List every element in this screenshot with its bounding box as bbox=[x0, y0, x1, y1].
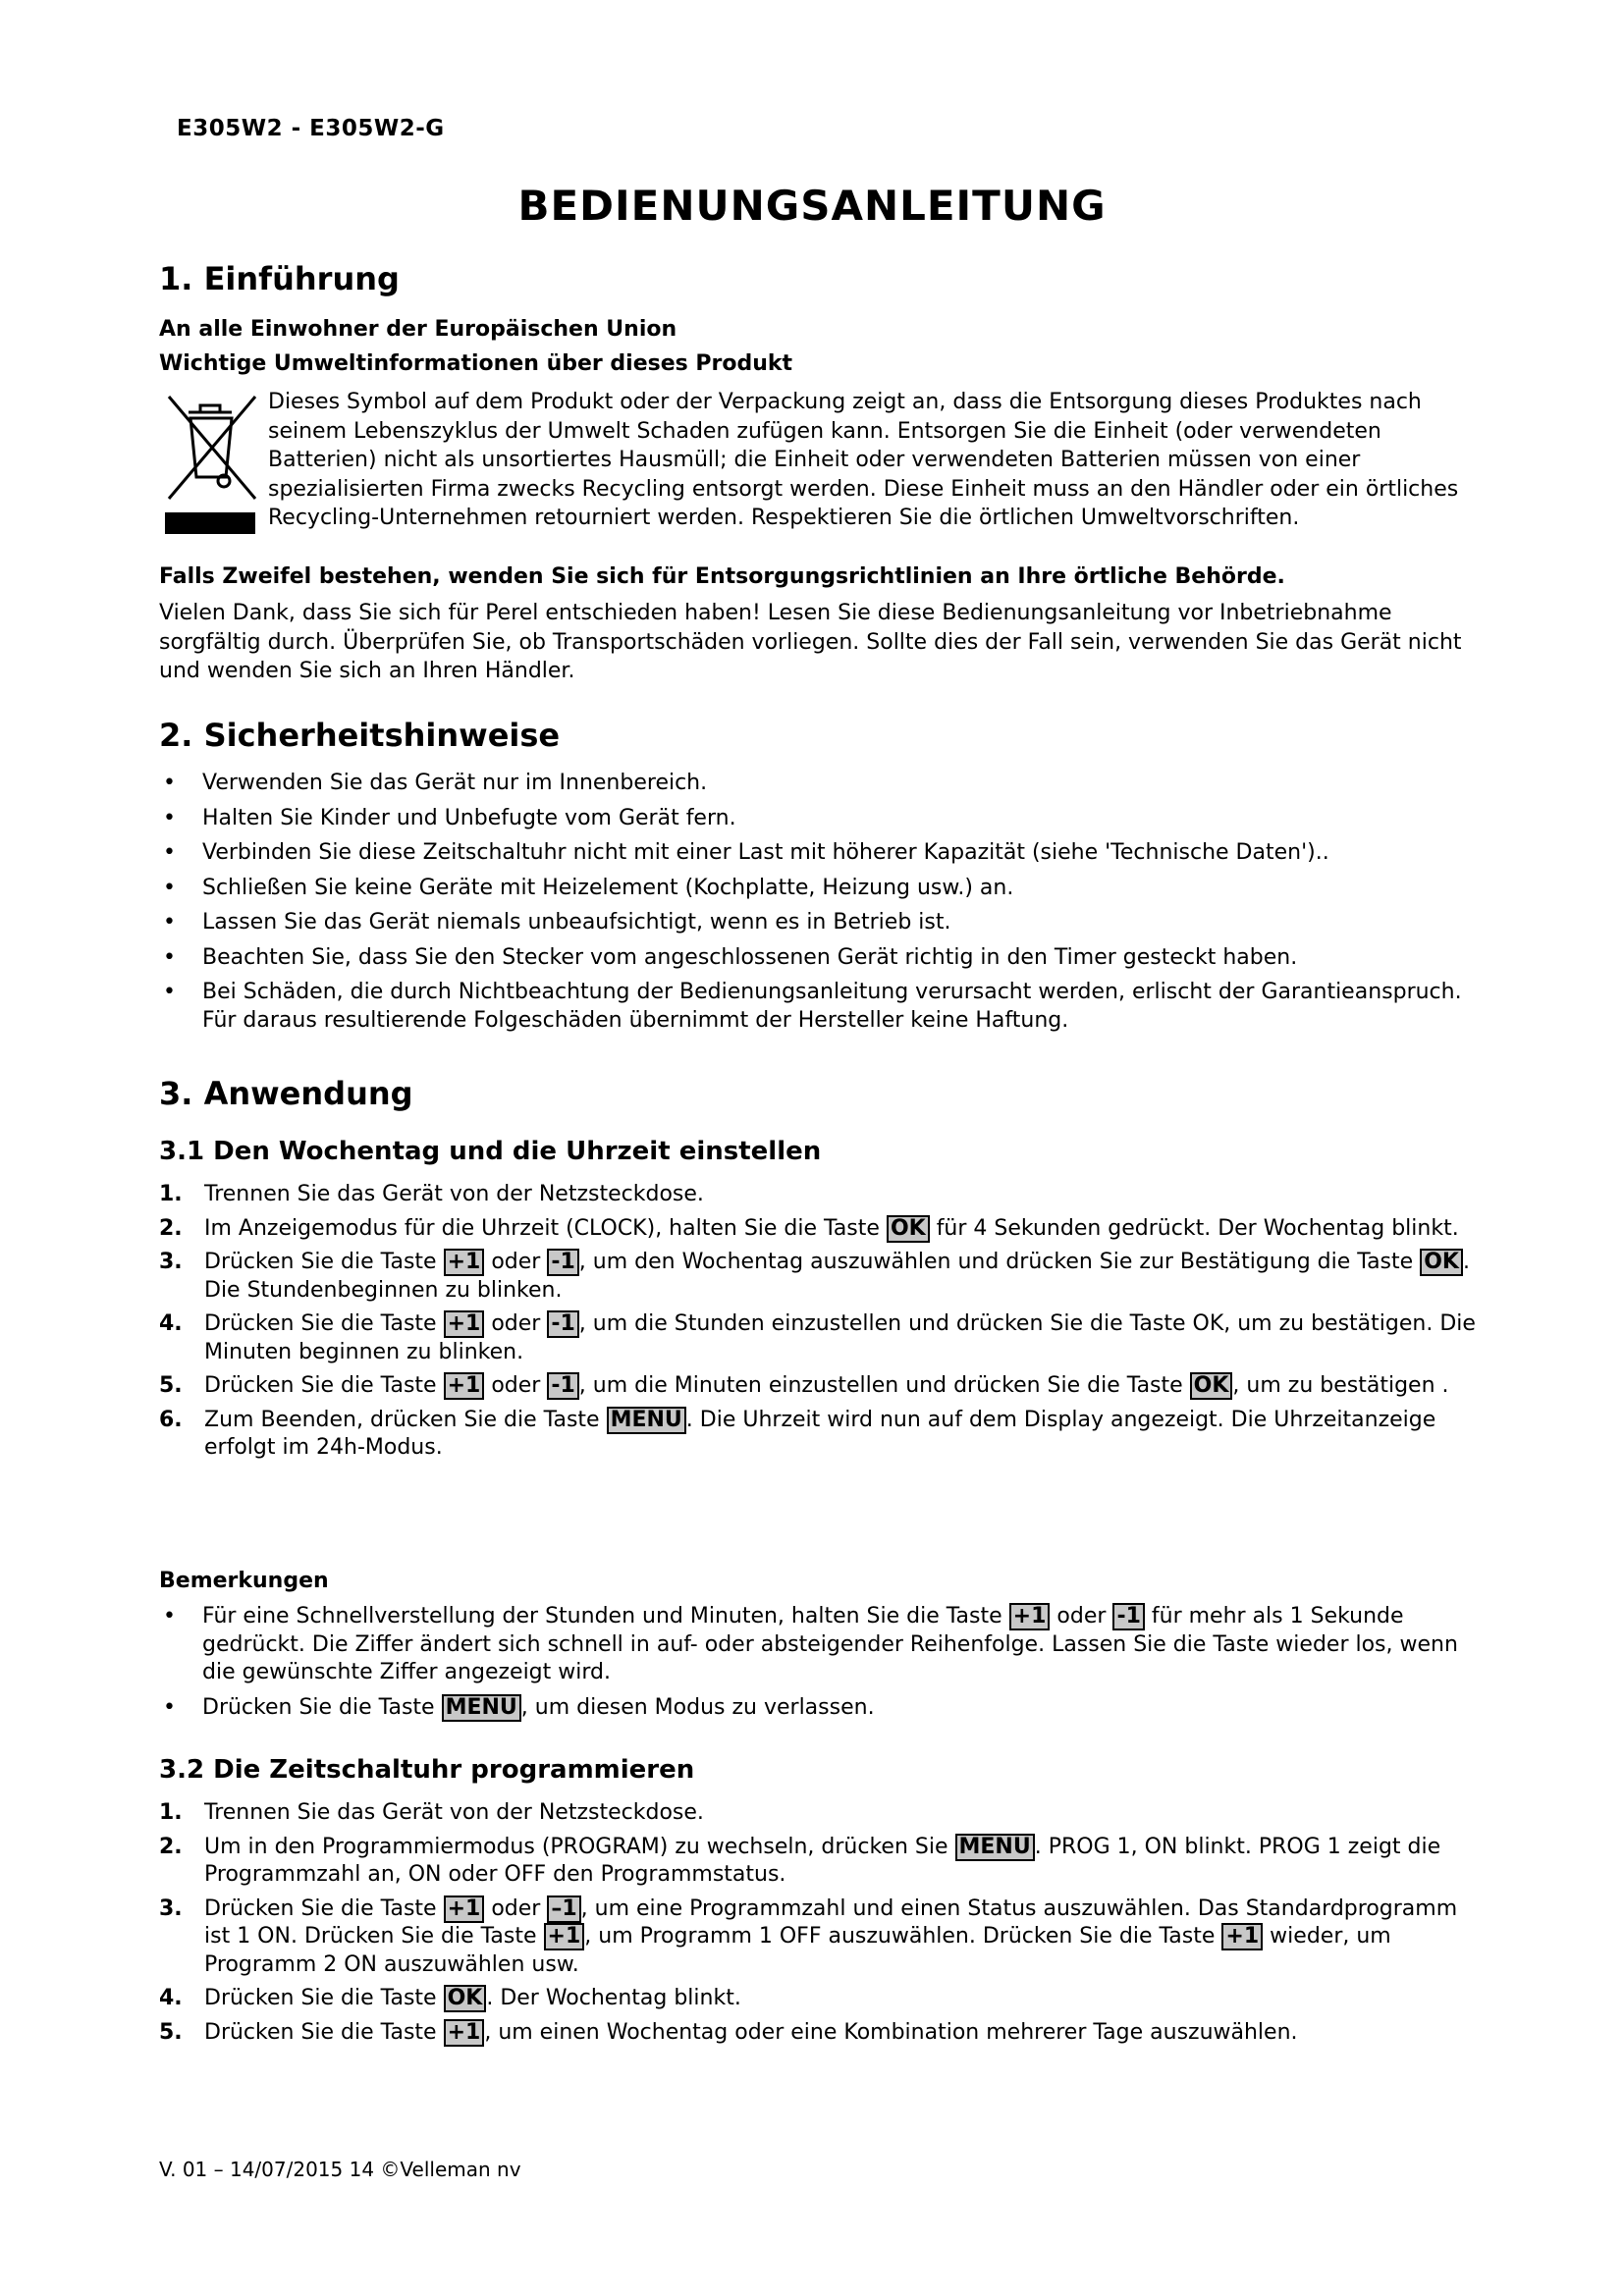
section-3-2-heading: 3.2 Die Zeitschaltuhr programmieren bbox=[159, 1755, 695, 1785]
section-2-heading: 2. Sicherheitshinweise bbox=[159, 717, 561, 754]
program-steps bbox=[159, 1799, 1485, 2047]
list-item: • Schließen Sie keine Geräte mit Heizelement (Kochplatte, Heizung usw.) an. bbox=[163, 875, 1014, 900]
document-title: BEDIENUNGSANLEITUNG bbox=[517, 182, 1107, 230]
ok-key: OK bbox=[444, 1985, 487, 2012]
list-item: • Verwenden Sie das Gerät nur im Innenbereich. bbox=[163, 771, 708, 795]
list-item: • Halten Sie Kinder und Unbefugte vom Gerät fern. bbox=[163, 805, 736, 830]
step-item: 4. Drücken Sie die Taste +1 oder -1 , um die Stunden einzustellen und drücken Sie die Taste OK, um zu bestätigen. Die Minuten beginnen zu blinken. bbox=[159, 1311, 1476, 1364]
minus-one-key: -1 bbox=[547, 1249, 578, 1276]
disposal-doubt-text: Falls Zweifel bestehen, wenden Sie sich für Entsorgungsrichtlinien an Ihre örtliche Behörde. bbox=[159, 564, 1285, 589]
minus-one-key: –1 bbox=[547, 1896, 580, 1923]
environment-text: Dieses Symbol auf dem Produkt oder der Verpackung zeigt an, dass die Entsorgung dieses Produktes nach seinem Lebenszyklus der Umwelt Schaden zufügen kann. Entsorgen Sie die Einheit (oder verwendeten Batterien) nicht als unsortiertes Hausmüll; die Einheit oder verwendeten Batterien müssen von einer spezialisierten Firma zwecks Recycling entsorgt werden. Diese Einheit muss an den Händler oder ein örtliches Recycling-Unternehmen retourniert werden. Respektieren Sie die örtlichen Umweltvorschriften. bbox=[268, 390, 1459, 530]
list-item: • Bei Schäden, die durch Nichtbeachtung der Bedienungsanleitung verursacht werden, erlischt der Garantieanspruch. Für daraus resultierende Folgeschäden übernimmt der Hersteller keine Haftung. bbox=[163, 980, 1462, 1033]
step-item: 2. Um in den Programmiermodus (PROGRAM) zu wechseln, drücken Sie MENU . PROG 1, ON blinkt. PROG 1 zeigt die Programmzahl an, ON oder OFF den Programmstatus. bbox=[159, 1834, 1441, 1887]
menu-key: MENU bbox=[442, 1694, 521, 1722]
step-item: 4. Drücken Sie die Taste OK . Der Wochentag blinkt. bbox=[159, 1986, 741, 2010]
plus-one-key: +1 bbox=[444, 1249, 485, 1276]
minus-one-key: -1 bbox=[1112, 1603, 1144, 1630]
notes-list bbox=[159, 1603, 1485, 1722]
section-3-1-heading: 3.1 Den Wochentag und die Uhrzeit einstellen bbox=[159, 1137, 822, 1166]
plus-one-key: +1 bbox=[1221, 1923, 1263, 1950]
menu-key: MENU bbox=[955, 1834, 1035, 1861]
step-item: 1. Trennen Sie das Gerät von der Netzsteckdose. bbox=[159, 1182, 704, 1206]
section-1-heading: 1. Einführung bbox=[159, 260, 400, 297]
menu-key: MENU bbox=[607, 1407, 686, 1434]
step-item: 5. Drücken Sie die Taste +1 , um einen Wochentag oder eine Kombination mehrerer Tage auszuwählen. bbox=[159, 2019, 1298, 2045]
section-3-heading: 3. Anwendung bbox=[159, 1075, 413, 1112]
step-item: 1. Trennen Sie das Gerät von der Netzsteckdose. bbox=[159, 1800, 704, 1825]
list-item: • Lassen Sie das Gerät niemals unbeaufsichtigt, wenn es in Betrieb ist. bbox=[163, 910, 951, 934]
minus-one-key: -1 bbox=[547, 1310, 578, 1338]
ok-key: OK bbox=[1420, 1249, 1463, 1276]
plus-one-key: +1 bbox=[444, 1896, 485, 1923]
clock-setup-steps bbox=[159, 1181, 1485, 1463]
safety-list bbox=[159, 770, 1485, 1035]
step-item: 3. Drücken Sie die Taste +1 oder –1 , um eine Programmzahl und einen Status auszuwählen. Das Standardprogramm ist 1 ON. Drücken Sie die Taste +1 , um Programm 1 OFF auszuwählen. Drücken Sie die Taste +1 wieder, um Programm 2 ON auszuwählen usw. bbox=[159, 1896, 1458, 1977]
ok-key: OK bbox=[1190, 1372, 1233, 1400]
step-item: 2. Im Anzeigemodus für die Uhrzeit (CLOCK), halten Sie die Taste OK für 4 Sekunden gedrückt. Der Wochentag blinkt. bbox=[159, 1215, 1459, 1241]
plus-one-key: +1 bbox=[544, 1923, 585, 1950]
step-item: 3. Drücken Sie die Taste +1 oder -1 , um den Wochentag auszuwählen und drücken Sie zur Bestätigung die Taste OK . Die Stundenbeginnen zu blinken. bbox=[159, 1250, 1470, 1303]
ok-key: OK bbox=[887, 1215, 930, 1243]
plus-one-key: +1 bbox=[444, 2019, 485, 2047]
intro-thanks-text: Vielen Dank, dass Sie sich für Perel entschieden haben! Lesen Sie diese Bedienungsanleitung vor Inbetriebnahme sorgfältig durch. Überprüfen Sie, ob Transportschäden vorliegen. Sollte dies der Fall sein, verwenden Sie das Gerät nicht und wenden Sie sich an Ihren Händler. bbox=[159, 601, 1462, 683]
plus-one-key: +1 bbox=[444, 1372, 485, 1400]
list-item: • Verbinden Sie diese Zeitschaltuhr nicht mit einer Last mit höherer Kapazität (siehe 'Technische Daten').. bbox=[163, 840, 1329, 865]
page-footer: V. 01 – 14/07/2015 14 ©Velleman nv bbox=[159, 2158, 521, 2181]
step-item: 5. Drücken Sie die Taste +1 oder -1 , um die Minuten einzustellen und drücken Sie die Taste OK , um zu bestätigen . bbox=[159, 1373, 1449, 1398]
environment-heading: Wichtige Umweltinformationen über dieses Produkt bbox=[159, 351, 793, 376]
list-item: • Beachten Sie, dass Sie den Stecker vom angeschlossenen Gerät richtig in den Timer gesteckt haben. bbox=[163, 944, 1298, 970]
step-item: 6. Zum Beenden, drücken Sie die Taste MENU . Die Uhrzeit wird nun auf dem Display angezeigt. Die Uhrzeitanzeige erfolgt im 24h-Modus. bbox=[159, 1407, 1436, 1460]
plus-one-key: +1 bbox=[1009, 1603, 1051, 1630]
model-number: E305W2 - E305W2-G bbox=[177, 116, 445, 141]
minus-one-key: -1 bbox=[547, 1372, 578, 1400]
plus-one-key: +1 bbox=[444, 1310, 485, 1338]
crossed-out-bin-icon bbox=[161, 391, 261, 538]
eu-heading: An alle Einwohner der Europäischen Union bbox=[159, 317, 677, 342]
notes-heading: Bemerkungen bbox=[159, 1569, 329, 1593]
list-item: • Drücken Sie die Taste MENU , um diesen Modus zu verlassen. bbox=[163, 1694, 875, 1720]
list-item: • Für eine Schnellverstellung der Stunden und Minuten, halten Sie die Taste +1 oder -1 für mehr als 1 Sekunde gedrückt. Die Ziffer ändert sich schnell in auf- oder absteigender Reihenfolge. Lassen Sie die Taste wieder los, wenn die gewünschte Ziffer angezeigt wird. bbox=[163, 1604, 1458, 1684]
